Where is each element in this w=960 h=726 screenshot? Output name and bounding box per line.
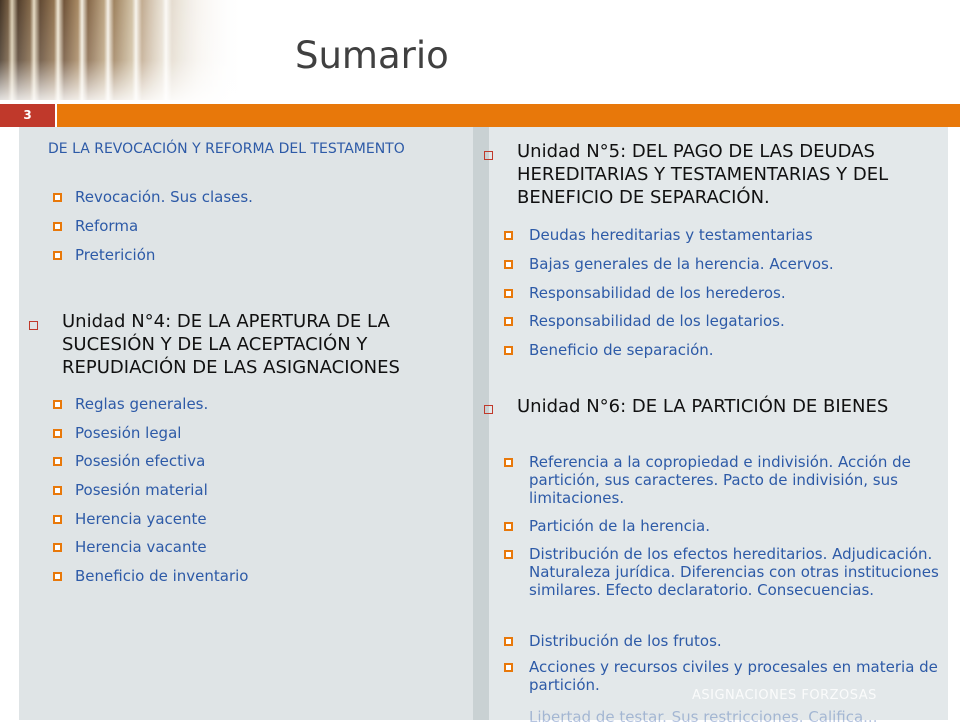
list-item: Distribución de los efectos hereditarios. Adjudicación. Naturaleza jurídica. Diferencias con otras instituciones similares. Efecto declaratorio. Consecuencias. (529, 545, 939, 632)
square-bullet-icon (504, 260, 513, 269)
list-item: Posesión legal (75, 424, 455, 453)
list-item: Herencia vacante (75, 538, 455, 567)
square-bullet-icon (504, 231, 513, 240)
hollow-square-bullet-icon (484, 405, 493, 414)
square-bullet-icon (53, 486, 62, 495)
list-item: Distribución de los frutos. (529, 632, 939, 658)
square-bullet-icon (53, 193, 62, 202)
page-number-badge: 3 (0, 104, 55, 127)
square-bullet-icon (53, 429, 62, 438)
square-bullet-icon (53, 543, 62, 552)
list-item: Bajas generales de la herencia. Acervos. (529, 255, 939, 284)
square-bullet-icon (504, 317, 513, 326)
square-bullet-icon (504, 346, 513, 355)
list-item: Posesión material (75, 481, 455, 510)
accent-bar (57, 104, 960, 127)
square-bullet-icon (504, 522, 513, 531)
list-item: Deudas hereditarias y testamentarias (529, 226, 939, 255)
unit6-title: Unidad N°6: DE LA PARTICIÓN DE BIENES (517, 396, 889, 417)
square-bullet-icon (53, 515, 62, 524)
header-bookshelf-image (0, 0, 245, 100)
hollow-square-bullet-icon (29, 321, 38, 330)
square-bullet-icon (53, 400, 62, 409)
list-item: Beneficio de inventario (75, 567, 455, 596)
square-bullet-icon (53, 222, 62, 231)
list-item: Referencia a la copropiedad e indivisión. Acción de partición, sus caracteres. Pacto de indivisión, sus limitaciones. (529, 453, 939, 517)
square-bullet-icon (504, 289, 513, 298)
square-bullet-icon (504, 663, 513, 672)
list-item: Responsabilidad de los herederos. (529, 284, 939, 313)
list-item: Acciones y recursos civiles y procesales en materia de partición. (529, 658, 939, 698)
unit4-list (75, 395, 455, 596)
unit6-list (529, 453, 939, 698)
unit5-title: Unidad N°5: DEL PAGO DE LAS DEUDAS HEREDITARIAS Y TESTAMENTARIAS Y DEL BENEFICIO DE SEPARACIÓN. (517, 141, 889, 208)
square-bullet-icon (504, 458, 513, 467)
clipped-overlay-text: Libertad de testar. Sus restricciones. Califica... (529, 708, 878, 726)
list-item: Herencia yacente (75, 510, 455, 539)
square-bullet-icon (504, 550, 513, 559)
square-bullet-icon (53, 251, 62, 260)
slide-title: Sumario (295, 34, 449, 77)
hollow-square-bullet-icon (484, 151, 493, 160)
revocation-list (75, 188, 455, 275)
unit5-list (529, 226, 939, 370)
list-item: Reforma (75, 217, 455, 246)
list-item: Preterición (75, 246, 455, 275)
list-item: Posesión efectiva (75, 452, 455, 481)
revocation-heading: DE LA REVOCACIÓN Y REFORMA DEL TESTAMENTO (48, 141, 405, 157)
list-item: Revocación. Sus clases. (75, 188, 455, 217)
square-bullet-icon (53, 572, 62, 581)
column-divider (473, 127, 489, 720)
list-item: Partición de la herencia. (529, 517, 939, 545)
overlay-watermark-text: ASIGNACIONES FORZOSAS (692, 688, 877, 703)
list-item: Reglas generales. (75, 395, 455, 424)
square-bullet-icon (53, 457, 62, 466)
list-item: Responsabilidad de los legatarios. (529, 312, 939, 341)
list-item: Beneficio de separación. (529, 341, 939, 370)
square-bullet-icon (504, 637, 513, 646)
unit4-title: Unidad N°4: DE LA APERTURA DE LA SUCESIÓN Y DE LA ACEPTACIÓN Y REPUDIACIÓN DE LAS ASIGNACIONES (62, 311, 400, 378)
